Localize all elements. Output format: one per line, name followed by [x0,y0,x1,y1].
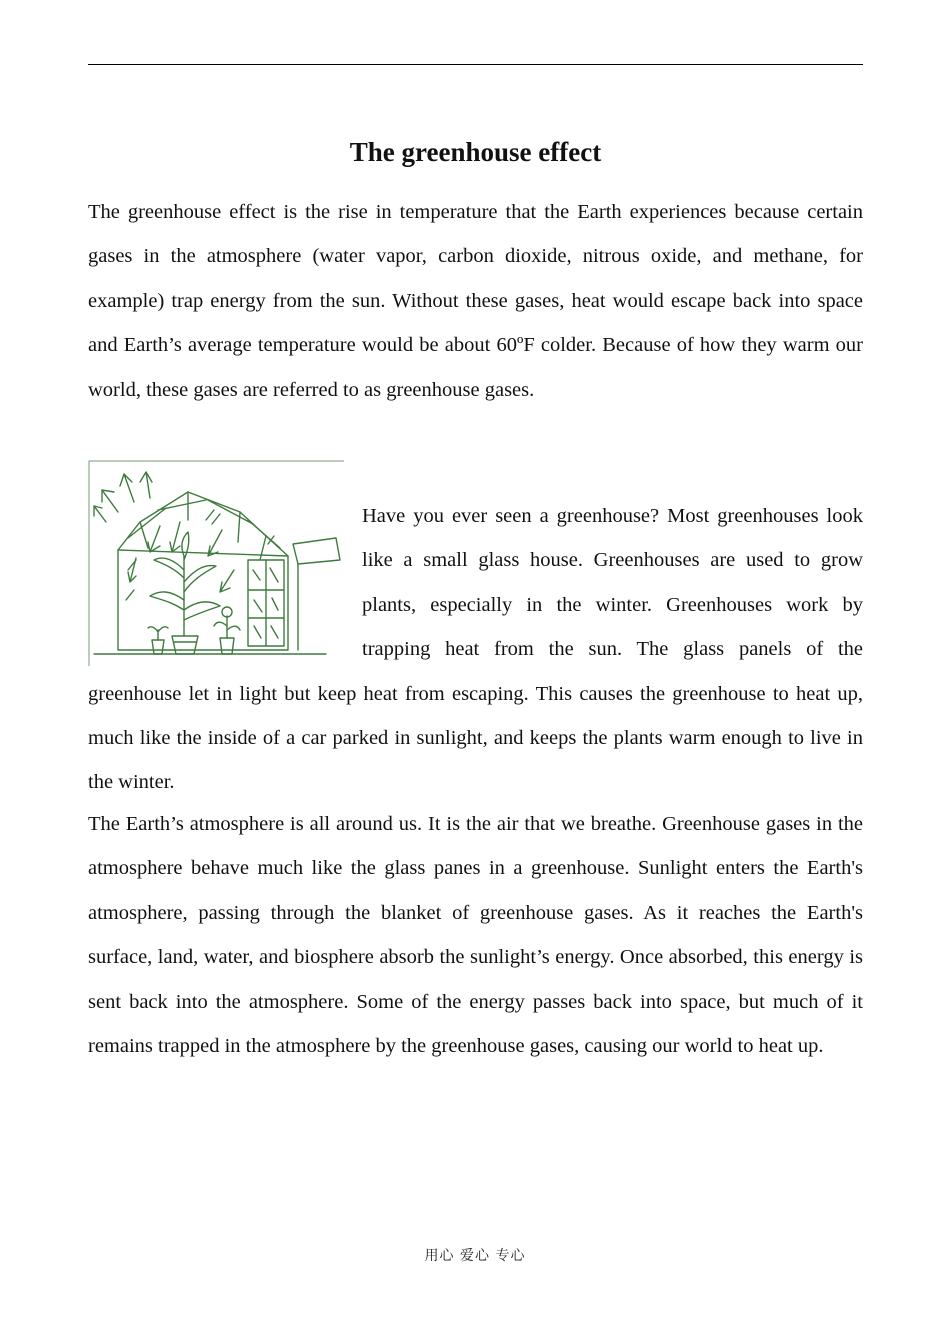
header-rule [88,64,863,65]
paragraph-greenhouse: Have you ever seen a greenhouse? Most greenhouses look like a small glass house. Greenhouses are used to grow plants, especially in the winter. Greenhouses work by trapping heat from the sun. The glass panels of the greenhouse let in light but keep heat from escaping. This causes the greenhouse to heat up, much like the inside of a car parked in sunlight, and keeps the plants warm enough to live in the winter. [88,505,863,794]
paragraph-atmosphere: The Earth’s atmosphere is all around us. It is the air that we breathe. Greenhouse gases in the atmosphere behave much like the glass panes in a greenhouse. Sunlight enters the Earth's atmosphere, passing through the blanket of greenhouse gases. As it reaches the Earth's surface, land, water, and biosphere absorb the sunlight’s energy. Once absorbed, this energy is sent back into the atmosphere. Some of the energy passes back into space, but much of it remains trapped in the atmosphere by the greenhouse gases, causing our world to heat up. [88,813,863,1058]
footer-text: 用心 爱心 专心 [424,1248,526,1264]
greenhouse-illustration [88,460,344,666]
greenhouse-illustration-icon [88,460,344,666]
page-title: The greenhouse effect [349,137,602,167]
paragraph-greenhouse-wrapper [88,494,863,805]
paragraph-intro: The greenhouse effect is the rise in temperature that the Earth experiences because certain gases in the atmosphere (water vapor, carbon dioxide, nitrous oxide, and methane, for example) trap energy from the sun. Without these gases, heat would escape back into space and Earth’s average temperature would be about 60ºF colder. Because of how they warm our world, these gases are referred to as greenhouse gases. [88,201,863,401]
